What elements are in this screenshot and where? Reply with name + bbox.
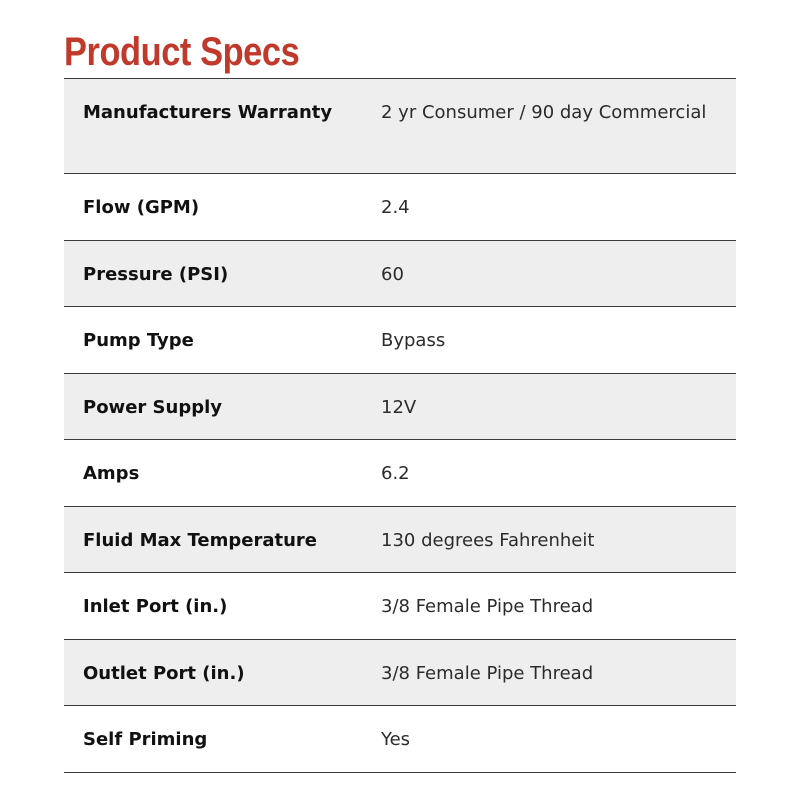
spec-row-self-priming <box>64 706 736 773</box>
spec-value: 2.4 <box>381 197 410 218</box>
spec-label: Manufacturers Warranty <box>83 102 333 123</box>
spec-row-power-supply <box>64 374 736 441</box>
spec-value: 60 <box>381 263 404 285</box>
spec-label: Flow (GPM) <box>83 197 200 218</box>
spec-value: 2 yr Consumer / 90 day Commercial <box>381 102 707 123</box>
spec-value: 3/8 Female Pipe Thread <box>381 596 594 617</box>
spec-label: Self Priming <box>83 729 208 750</box>
spec-row-fluid-max-temperature <box>64 507 736 574</box>
spec-value: 3/8 Female Pipe Thread <box>381 662 594 684</box>
spec-label: Outlet Port (in.) <box>83 662 245 684</box>
spec-value: 130 degrees Fahrenheit <box>381 529 595 551</box>
spec-label: Fluid Max Temperature <box>83 529 318 551</box>
spec-label: Power Supply <box>83 396 222 418</box>
spec-value: 6.2 <box>381 463 410 484</box>
spec-row-amps <box>64 440 736 507</box>
specs-table <box>64 78 736 773</box>
spec-row-inlet-port <box>64 573 736 640</box>
spec-value: Yes <box>381 729 411 750</box>
spec-label: Pressure (PSI) <box>83 263 229 285</box>
spec-value: 12V <box>381 396 417 418</box>
spec-row-manufacturers-warranty <box>64 79 736 174</box>
spec-row-pump-type <box>64 307 736 374</box>
spec-row-outlet-port <box>64 640 736 707</box>
page-title: Product Specs <box>64 30 300 74</box>
spec-label: Pump Type <box>83 330 194 351</box>
spec-value: Bypass <box>381 330 446 351</box>
spec-label: Inlet Port (in.) <box>83 596 228 617</box>
spec-label: Amps <box>83 463 140 484</box>
spec-row-flow <box>64 174 736 241</box>
spec-row-pressure <box>64 241 736 308</box>
